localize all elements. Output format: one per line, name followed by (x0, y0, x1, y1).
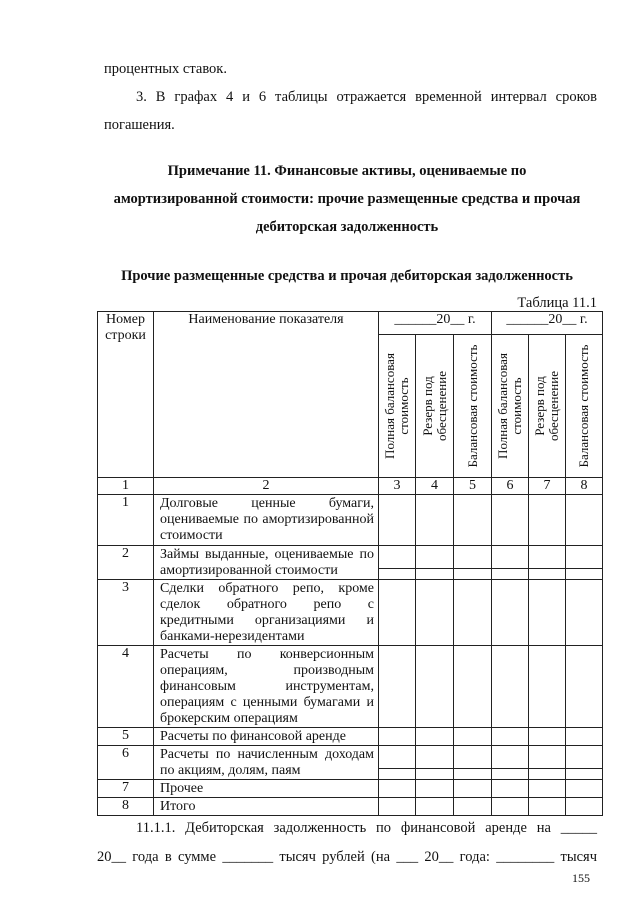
row-label: Расчеты по конверсионным операциям, производным финансовым инструментам, операциям с ценными бумагами и брокерским операциям (154, 646, 379, 728)
value-cell (566, 728, 603, 746)
value-cell (379, 580, 416, 646)
header-col-3: Полная балансовая стоимость (379, 335, 416, 478)
value-cell (454, 580, 492, 646)
value-cell (566, 746, 603, 780)
value-cell (454, 798, 492, 816)
value-cell (566, 646, 603, 728)
row-label: Расчеты по начисленным доходам по акциям, долям, паям (154, 746, 379, 780)
value-cell (379, 546, 416, 580)
value-cell (492, 646, 529, 728)
value-cell (529, 495, 566, 546)
value-cell (379, 646, 416, 728)
value-cell (416, 780, 454, 798)
value-cell (379, 495, 416, 546)
value-cell (529, 646, 566, 728)
note-heading-line-3: дебиторская задолженность (255, 219, 439, 235)
note-heading-line-1: Примечание 11. Финансовые активы, оцениваемые по (167, 163, 527, 179)
value-cell (492, 798, 529, 816)
intro-line-2: 3. В графах 4 и 6 таблицы отражается временной интервал сроков (136, 89, 597, 105)
value-cell (529, 546, 566, 580)
row-number: 1 (98, 495, 154, 546)
table-row (98, 646, 603, 728)
intro-line-3: погашения. (104, 117, 175, 133)
value-cell (416, 728, 454, 746)
table-row (98, 580, 603, 646)
header-year-2: ______20__ г. (492, 312, 603, 335)
col-number: 4 (416, 478, 454, 495)
row-label: Долговые ценные бумаги, оцениваемые по амортизированной стоимости (154, 495, 379, 546)
header-indicator: Наименование показателя (154, 312, 379, 478)
header-col-5: Балансовая стоимость (454, 335, 492, 478)
value-cell (379, 746, 416, 780)
value-cell (379, 780, 416, 798)
column-number-row (98, 478, 603, 495)
row-number: 7 (98, 780, 154, 798)
header-row-number: Номер строки (98, 312, 154, 478)
value-cell (492, 746, 529, 780)
value-cell (416, 495, 454, 546)
value-cell (492, 780, 529, 798)
table-row (98, 780, 603, 798)
row-label: Прочее (154, 780, 379, 798)
table-row (98, 746, 603, 780)
value-cell (529, 780, 566, 798)
value-cell (566, 780, 603, 798)
value-cell (416, 646, 454, 728)
value-cell (454, 546, 492, 580)
header-col-6: Полная балансовая стоимость (492, 335, 529, 478)
col-number: 8 (566, 478, 603, 495)
value-cell (416, 580, 454, 646)
col-number: 6 (492, 478, 529, 495)
header-col-4: Резерв под обесценение (416, 335, 454, 478)
value-cell (566, 495, 603, 546)
row-number: 5 (98, 728, 154, 746)
table-row (98, 728, 603, 746)
value-cell (379, 728, 416, 746)
value-cell (492, 495, 529, 546)
col-number: 5 (454, 478, 492, 495)
table-row (98, 495, 603, 546)
col-number: 2 (154, 478, 379, 495)
value-cell (566, 580, 603, 646)
value-cell (454, 646, 492, 728)
col-number: 1 (98, 478, 154, 495)
value-cell (454, 780, 492, 798)
intro-line-1: процентных ставок. (104, 61, 227, 77)
row-number: 4 (98, 646, 154, 728)
header-col-8: Балансовая стоимость (566, 335, 603, 478)
header-col-7: Резерв под обесценение (529, 335, 566, 478)
value-cell (379, 798, 416, 816)
value-cell (529, 798, 566, 816)
row-label: Расчеты по финансовой аренде (154, 728, 379, 746)
value-cell (529, 580, 566, 646)
row-label: Займы выданные, оцениваемые по амортизированной стоимости (154, 546, 379, 580)
note-heading-line-2: амортизированной стоимости: прочие размещенные средства и прочая (113, 191, 581, 207)
page-number: 155 (572, 871, 590, 885)
table-row (98, 798, 603, 816)
value-cell (566, 798, 603, 816)
row-number: 6 (98, 746, 154, 780)
row-number: 3 (98, 580, 154, 646)
table-title: Прочие размещенные средства и прочая дебиторская задолженность (121, 268, 573, 284)
row-number: 2 (98, 546, 154, 580)
row-label: Сделки обратного репо, кроме сделок обратного репо с кредитными организациями и банками-нерезидентами (154, 580, 379, 646)
value-cell (566, 546, 603, 580)
value-cell (529, 728, 566, 746)
value-cell (529, 746, 566, 780)
value-cell (454, 746, 492, 780)
col-number: 7 (529, 478, 566, 495)
col-number: 3 (379, 478, 416, 495)
value-cell (492, 728, 529, 746)
footer-line-2: 20__ года в сумме _______ тысяч рублей (на ___ 20__ года: ________ тысяч (97, 849, 597, 865)
row-number: 8 (98, 798, 154, 816)
value-cell (492, 546, 529, 580)
value-cell (492, 580, 529, 646)
row-label: Итого (154, 798, 379, 816)
value-cell (416, 546, 454, 580)
value-cell (454, 728, 492, 746)
value-cell (454, 495, 492, 546)
footer-line-1: 11.1.1. Дебиторская задолженность по финансовой аренде на _____ (136, 820, 597, 836)
value-cell (416, 746, 454, 780)
table-row (98, 546, 603, 580)
table-label: Таблица 11.1 (517, 295, 597, 311)
value-cell (416, 798, 454, 816)
header-year-1: ______20__ г. (379, 312, 492, 335)
financial-assets-table (97, 311, 603, 816)
